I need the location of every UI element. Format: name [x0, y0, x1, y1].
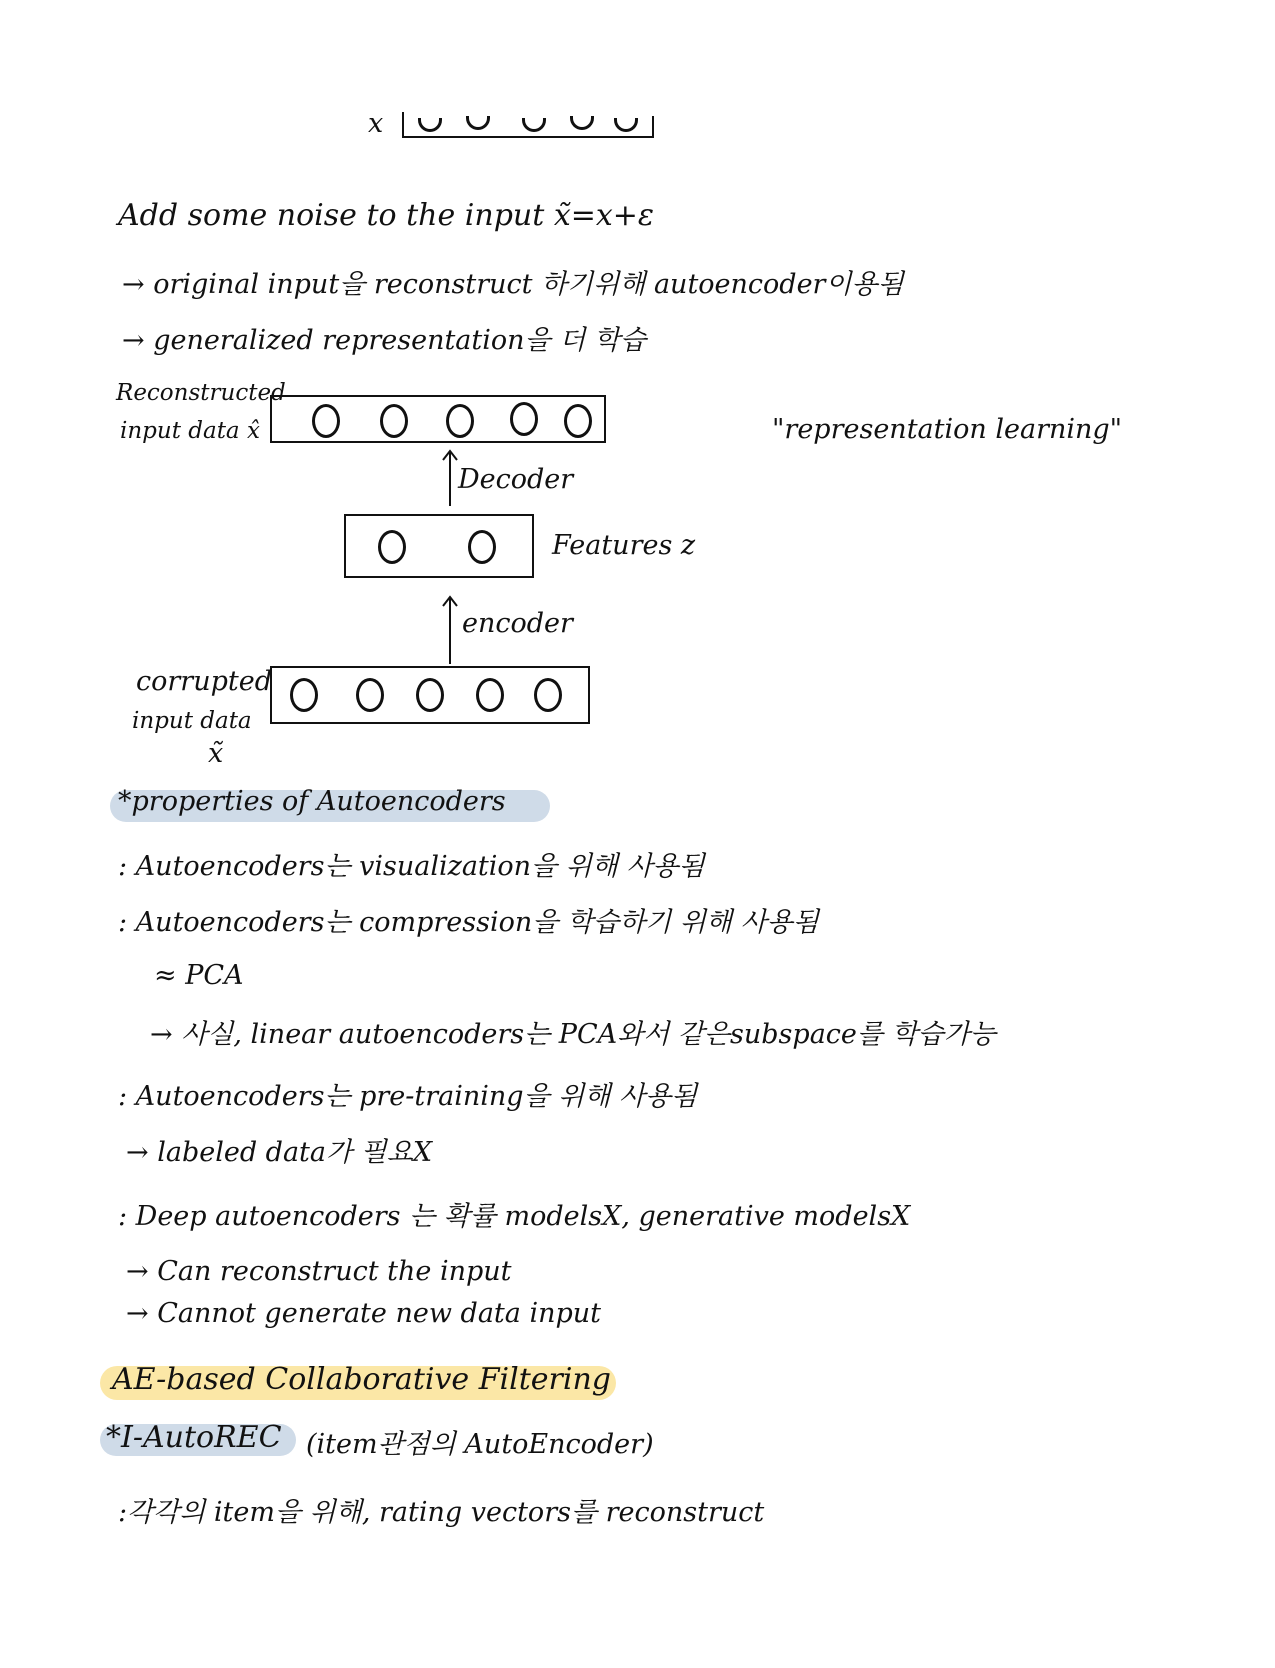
reconstructed-node — [510, 402, 538, 436]
properties-item-3: : Autoencoders는 pre-training을 위해 사용됨 — [118, 1081, 698, 1112]
properties-item-3-sub: → labeled data가 필요X — [126, 1137, 433, 1168]
properties-item-2: : Autoencoders는 compression을 학습하기 위해 사용됨 — [118, 907, 819, 938]
noise-bullet: Add some noise to the input x̃=x+ε — [118, 198, 655, 233]
i-autorec-heading: *I-AutoREC — [106, 1420, 282, 1455]
top-vector-node — [466, 116, 490, 130]
reconstructed-node — [446, 404, 474, 438]
reconstructed-label-2: input data x̂ — [120, 418, 260, 444]
features-node — [378, 530, 406, 564]
corrupted-label-2: input data — [132, 708, 252, 734]
properties-item-1: : Autoencoders는 visualization을 위해 사용됨 — [118, 851, 705, 882]
representation-learning-quote: "representation learning" — [772, 414, 1123, 445]
properties-item-2-sub-2: → 사실, linear autoencoders는 PCA와서 같은subspace를 학습가능 — [150, 1019, 996, 1050]
corrupted-label-1: corrupted — [136, 666, 272, 697]
top-vector-node — [418, 118, 442, 132]
properties-item-4-sub-2: → Cannot generate new data input — [126, 1298, 601, 1329]
features-label: Features z — [552, 530, 696, 561]
properties-heading: *properties of Autoencoders — [118, 786, 506, 817]
i-autorec-note: (item관점의 AutoEncoder) — [306, 1429, 654, 1460]
corrupted-label-3: x̃ — [208, 738, 224, 769]
corrupted-node — [534, 678, 562, 712]
properties-item-4: : Deep autoencoders 는 확률 modelsX, generative modelsX — [118, 1201, 911, 1232]
encoder-label: encoder — [462, 608, 573, 639]
ae-cf-heading: AE-based Collaborative Filtering — [112, 1362, 611, 1397]
encoder-arrow — [440, 594, 460, 666]
noise-line-1: → original input을 reconstruct 하기위해 autoencoder이용됨 — [122, 269, 904, 300]
features-layer — [344, 514, 534, 578]
features-node — [468, 530, 496, 564]
top-vector-node — [614, 118, 638, 132]
top-vector-node — [522, 118, 546, 132]
reconstructed-node — [564, 404, 592, 438]
top-vector-right-edge — [652, 116, 654, 138]
noise-line-2: → generalized representation을 더 학습 — [122, 325, 647, 356]
top-vector-label: x — [368, 108, 384, 139]
decoder-label: Decoder — [458, 464, 574, 495]
decoder-arrow — [440, 448, 460, 508]
corrupted-node — [290, 678, 318, 712]
corrupted-node — [356, 678, 384, 712]
top-vector-left-edge — [402, 112, 404, 138]
reconstructed-node — [380, 404, 408, 438]
reconstructed-node — [312, 404, 340, 438]
top-vector-node — [570, 116, 594, 130]
reconstructed-label-1: Reconstructed — [116, 380, 286, 406]
top-vector-bottom-edge — [402, 136, 654, 138]
corrupted-node — [476, 678, 504, 712]
corrupted-node — [416, 678, 444, 712]
properties-item-2-sub-1: ≈ PCA — [154, 960, 244, 991]
ae-cf-item-1: :각각의 item을 위해, rating vectors를 reconstruct — [118, 1497, 765, 1528]
properties-item-4-sub-1: → Can reconstruct the input — [126, 1256, 512, 1287]
